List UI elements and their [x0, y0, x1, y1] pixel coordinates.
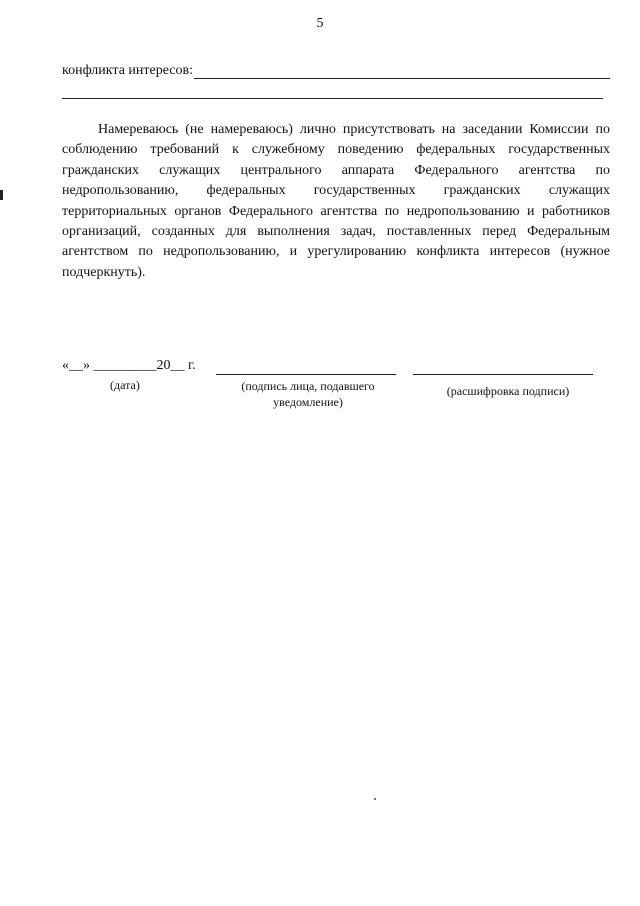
conflict-fill-line-2 — [62, 98, 603, 99]
date-block — [62, 358, 212, 374]
decode-caption: (расшифровка подписи) — [446, 384, 570, 398]
page-number: 5 — [316, 16, 324, 31]
body-paragraph: Намереваюсь (не намереваюсь) лично присутствовать на заседании Комиссии по соблюдению требований к служебному поведению федеральных государственных гражданских служащих центрального аппарата Федерального агентства по недропользованию, федеральных государственных гражданских служащих территориальных органов Федерального агентства по недропользованию и работников организаций, созданных для выполнения задач, поставленных перед Федеральным агентством по недропользованию, и урегулированию конфликта интересов (нужное подчеркнуть). — [62, 122, 610, 280]
conflict-label: конфликта интересов: — [62, 63, 193, 78]
signature-row — [62, 358, 610, 418]
margin-mark — [0, 190, 3, 200]
decode-line — [413, 374, 593, 375]
date-caption: (дата) — [110, 378, 140, 392]
conflict-fill-line — [194, 63, 610, 79]
signature-caption: (подпись лица, подавшего уведомление) — [241, 379, 375, 409]
date-field: «__» _________20__ г. — [62, 358, 196, 373]
conflict-line — [62, 63, 610, 79]
signature-line — [216, 374, 396, 375]
scan-speck — [374, 798, 376, 800]
